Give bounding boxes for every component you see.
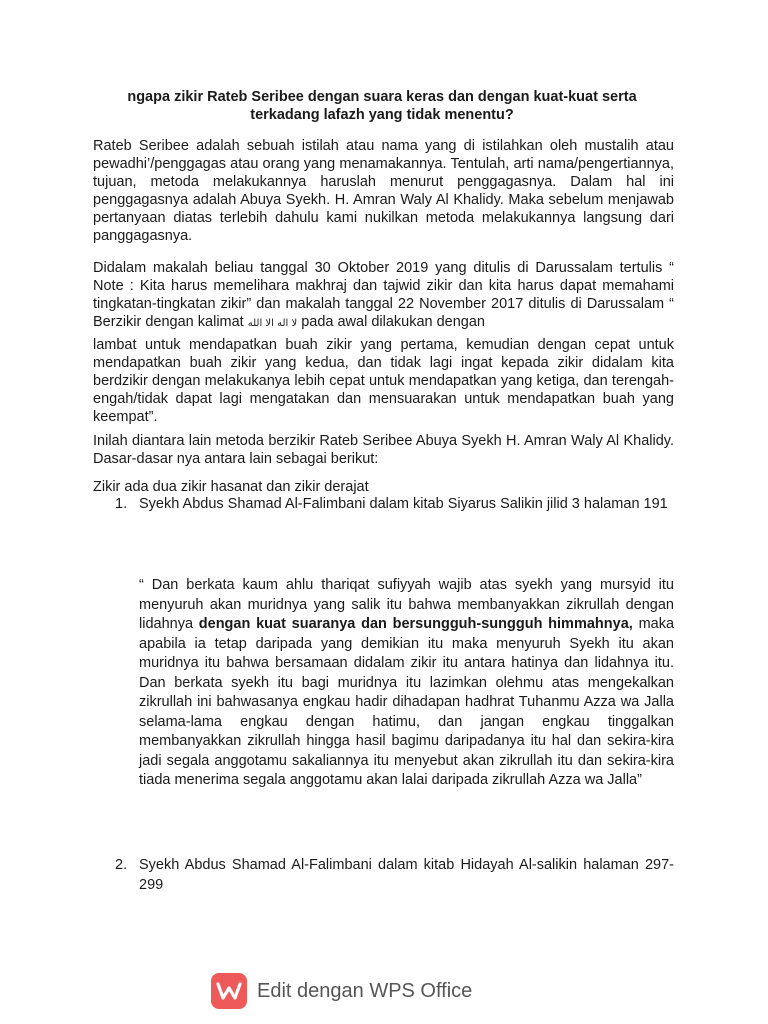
- wps-edit-banner[interactable]: [211, 973, 472, 1009]
- paragraph-3: [93, 336, 674, 426]
- title-line-2: terkadang lafazh yang tidak menentu?: [250, 107, 514, 123]
- wps-edit-label[interactable]: Edit dengan WPS Office: [257, 979, 473, 1002]
- paragraph-4: [93, 432, 674, 468]
- paragraph-2-text-b: pada awal dilakukan dengan: [301, 314, 486, 330]
- wps-logo-icon: [211, 973, 247, 1009]
- list-number: 2.: [115, 857, 128, 873]
- section-heading: Zikir ada dua zikir hasanat dan zikir derajat: [93, 479, 369, 495]
- paragraph-2-text: [93, 259, 674, 333]
- quote-text-b: maka apabila ia tetap daripada yang demikian itu maka menyuruh Syekh itu akan muridnya itu bahwa bersamaan didalam zikir itu antara hatinya dan lidahnya itu. Dan berkata syekh itu bagi muridnya itu lazimkan olehmu atas mengekalkan zikrullah ini bahwasanya engkau hadir dihadapan hadhrat Tuhanmu Azza wa Jalla selama-lama engkau dengan hatimu, dan jangan engkau tinggalkan membanyakkan zikrullah hingga hasil bagimu daripadanya itu hal dan sekira-kira jadi segala anggotamu sakaliannya itu menyebut akan zikrullah itu dan sekira-kira tiada menerima segala anggotamu akan lalai daripada zikrullah Azza wa Jalla”: [139, 616, 675, 788]
- list-text: Syekh Abdus Shamad Al-Falimbani dalam kitab Siyarus Salikin jilid 3 halaman 191: [139, 496, 668, 512]
- quote-text-a: “ Dan berkata kaum ahlu thariqat sufiyyah wajib atas syekh yang mursyid itu menyuruh akan muridnya yang salik itu bahwa membanyakkan zikrullah dengan lidahnya: [139, 577, 674, 632]
- title-line-1: ngapa zikir Rateb Seribee dengan suara keras dan dengan kuat-kuat serta: [127, 89, 637, 105]
- quote-text-bold: dengan kuat suaranya dan bersungguh-sungguh himmahnya,: [198, 616, 633, 632]
- paragraph-1-text: Rateb Seribee adalah sebuah istilah atau nama yang di istilahkan oleh mustalih atau pewadhi’/penggagas atau orang yang menamakannya. Tentulah, arti nama/pengertiannya, tujuan, metoda melakukannya haruslah menurut penggagasnya. Dalam hal ini penggagasnya adalah Abuya Syekh. H. Amran Waly Al Khalidy. Maka sebelum menjawab pertanyaan diatas terlebih dahulu kami nukilkan metoda melakukannya langsung dari panggagasnya.: [93, 138, 674, 244]
- paragraph-2-text-a: Didalam makalah beliau tanggal 30 Oktober 2019 yang ditulis di Darussalam tertulis “ Note : Kita harus memelihara makhraj dan tajwid zikir dan kita harus dapat memahami tingkatan-tingkatan zikir” dan makalah tanggal 22 November 2017 ditulis di Darussalam “ Berzikir dengan kalimat: [93, 260, 674, 330]
- paragraph-2: [93, 259, 674, 333]
- quote-block: [139, 576, 674, 791]
- list-text: Syekh Abdus Shamad Al-Falimbani dalam kitab Hidayah Al-salikin halaman 297-299: [139, 857, 674, 893]
- list-number: 1.: [115, 496, 128, 512]
- arabic-phrase: لا اله الا الله: [247, 318, 298, 329]
- document-title: [92, 88, 672, 124]
- paragraph-3-text: lambat untuk mendapatkan buah zikir yang pertama, kemudian dengan cepat untuk mendapatkan buah zikir yang kedua, dan tidak lagi ingat kepada zikir didalam kita berdzikir dengan melakukanya lebih cepat untuk mendapatkan yang ketiga, dan terengah-engah/tidak dapat lagi mengatakan dan mensuarakan untuk mendapatkan buah yang keempat”.: [93, 337, 674, 425]
- paragraph-1: [93, 137, 674, 245]
- paragraph-4-text: Inilah diantara lain metoda berzikir Rateb Seribee Abuya Syekh H. Amran Waly Al Khalidy. Dasar-dasar nya antara lain sebagai berikut:: [93, 433, 674, 467]
